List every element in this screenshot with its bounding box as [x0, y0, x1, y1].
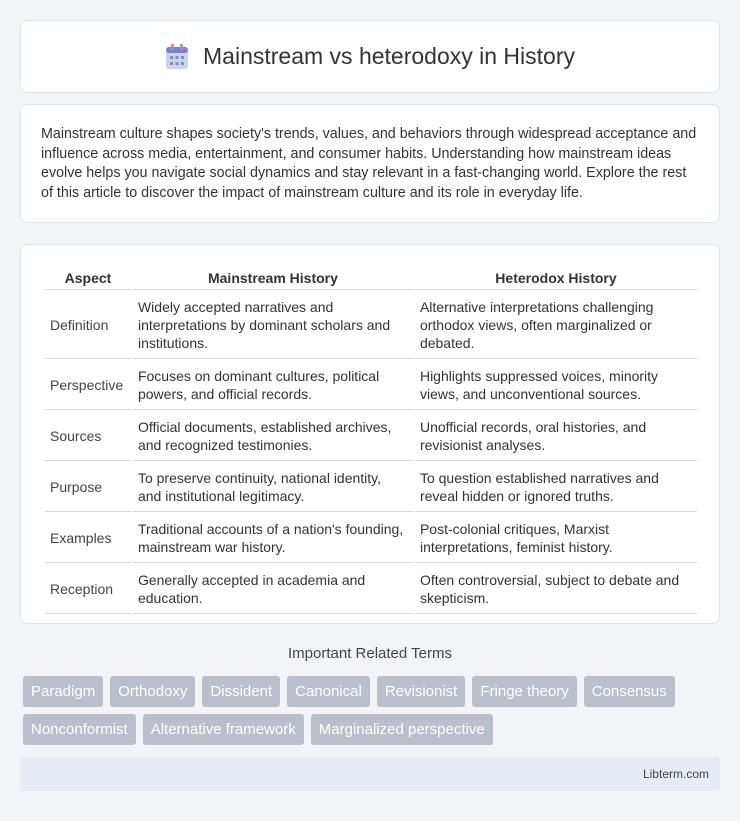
row-heterodox: Post-colonial critiques, Marxist interpretations, feminist history. — [415, 512, 697, 563]
table-row — [45, 290, 697, 359]
row-aspect: Reception — [45, 563, 131, 614]
calendar-icon — [165, 44, 189, 70]
row-mainstream: Official documents, established archives, and recognized testimonies. — [133, 410, 413, 461]
row-aspect: Definition — [45, 290, 131, 359]
row-mainstream: To preserve continuity, national identity, and institutional legitimacy. — [133, 461, 413, 512]
row-heterodox: To question established narratives and reveal hidden or ignored truths. — [415, 461, 697, 512]
row-aspect: Sources — [45, 410, 131, 461]
tag-consensus[interactable]: Consensus — [584, 676, 675, 707]
footer — [20, 757, 720, 791]
related-terms-list — [23, 676, 723, 745]
tag-paradigm[interactable]: Paradigm — [23, 676, 103, 707]
header-mainstream: Mainstream History — [133, 263, 413, 290]
row-heterodox: Highlights suppressed voices, minority views, and unconventional sources. — [415, 359, 697, 410]
intro-card — [20, 104, 720, 223]
table-row — [45, 461, 697, 512]
tag-nonconformist[interactable]: Nonconformist — [23, 714, 136, 745]
row-aspect: Examples — [45, 512, 131, 563]
table-row — [45, 563, 697, 614]
related-terms-title: Important Related Terms — [288, 645, 452, 662]
intro-text: Mainstream culture shapes society's trends, values, and behaviors through widespread acceptance and influence across media, entertainment, and consumer habits. Understanding how mainstream ideas evolve helps you navigate social dynamics and stay relevant in a fast-changing world. Explore the rest of this article to discover the impact of mainstream culture and its role in everyday life. — [41, 126, 697, 201]
table-row — [45, 512, 697, 563]
tag-fringe-theory[interactable]: Fringe theory — [472, 676, 576, 707]
row-heterodox: Unofficial records, oral histories, and revisionist analyses. — [415, 410, 697, 461]
tag-marginalized-perspective[interactable]: Marginalized perspective — [311, 714, 493, 745]
header-heterodox: Heterodox History — [415, 263, 697, 290]
row-mainstream: Focuses on dominant cultures, political powers, and official records. — [133, 359, 413, 410]
row-aspect: Perspective — [45, 359, 131, 410]
comparison-card — [20, 244, 720, 624]
tag-canonical[interactable]: Canonical — [287, 676, 370, 707]
tag-orthodoxy[interactable]: Orthodoxy — [110, 676, 195, 707]
footer-site-link[interactable]: Libterm.com — [642, 767, 709, 781]
row-heterodox: Often controversial, subject to debate and skepticism. — [415, 563, 697, 614]
table-row — [45, 359, 697, 410]
table-row — [45, 410, 697, 461]
row-mainstream: Widely accepted narratives and interpretations by dominant scholars and institutions. — [133, 290, 413, 359]
page-title: Mainstream vs heterodoxy in History — [203, 43, 575, 69]
comparison-table — [43, 263, 699, 614]
tag-revisionist[interactable]: Revisionist — [377, 676, 466, 707]
row-heterodox: Alternative interpretations challenging orthodox views, often marginalized or debated. — [415, 290, 697, 359]
title-card — [20, 20, 720, 93]
tag-dissident[interactable]: Dissident — [202, 676, 280, 707]
header-aspect: Aspect — [45, 263, 131, 290]
row-mainstream: Generally accepted in academia and education. — [133, 563, 413, 614]
row-mainstream: Traditional accounts of a nation's founding, mainstream war history. — [133, 512, 413, 563]
tag-alternative-framework[interactable]: Alternative framework — [143, 714, 304, 745]
table-header-row — [45, 263, 697, 290]
row-aspect: Purpose — [45, 461, 131, 512]
